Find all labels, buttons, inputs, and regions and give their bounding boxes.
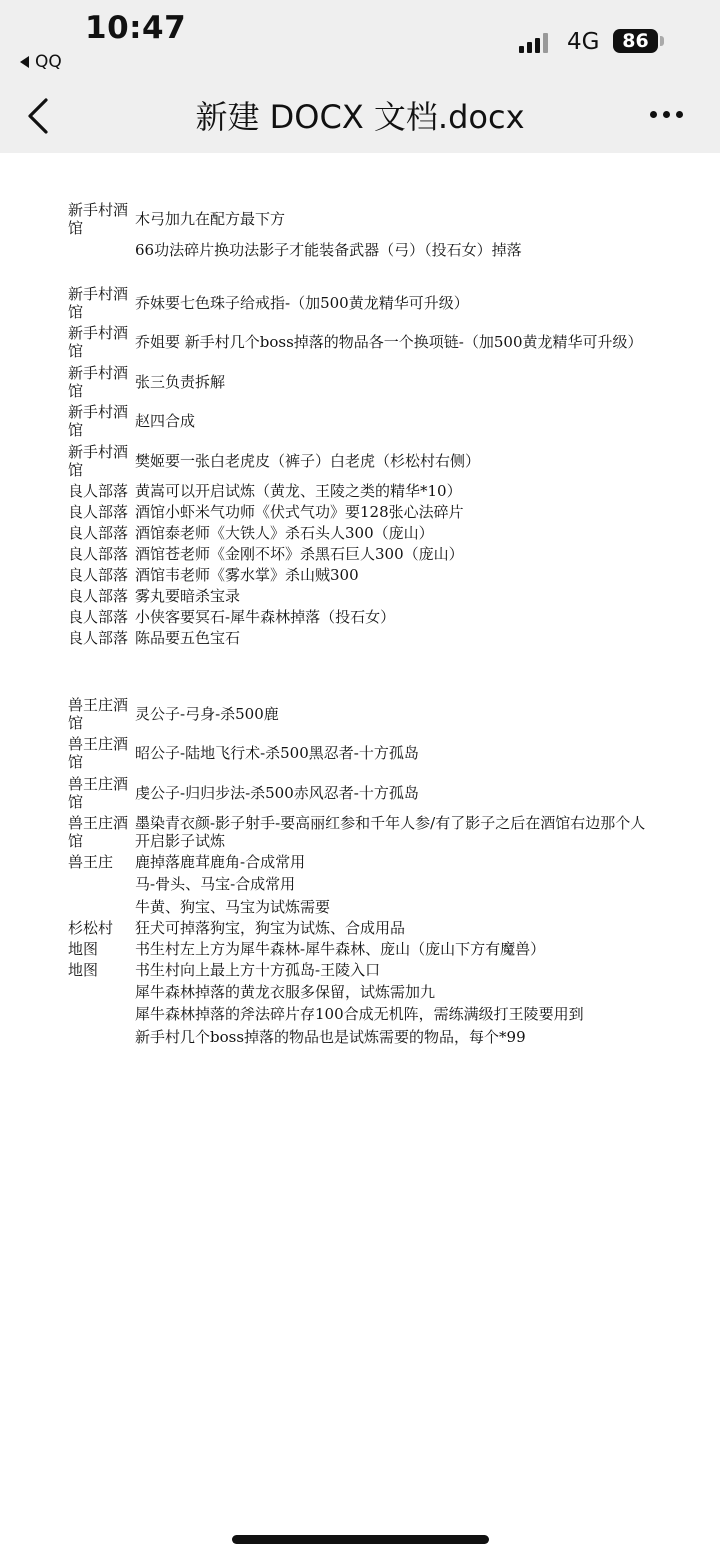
doc-row-text: 陈品要五色宝石	[135, 629, 241, 647]
doc-row-text: 樊姬要一张白老虎皮（裤子）白老虎（杉松村右侧）	[135, 452, 481, 470]
doc-row-text: 犀牛森林掉落的斧法碎片存100合成无机阵，需练满级打王陵要用到	[135, 1005, 584, 1023]
doc-row-label: 良人部落	[68, 482, 129, 500]
doc-row-text: 牛黄、狗宝、马宝为试炼需要	[135, 898, 331, 916]
signal-icon	[519, 33, 548, 53]
status-time: 10:47	[85, 10, 187, 46]
doc-row-label: 良人部落	[68, 545, 129, 563]
doc-row	[68, 324, 643, 360]
doc-row	[68, 566, 359, 584]
doc-row-label: 良人部落	[68, 503, 129, 521]
doc-row	[68, 940, 546, 958]
doc-row-text: 狂犬可掉落狗宝，狗宝为试炼、合成用品	[135, 919, 406, 937]
doc-row-text: 犀牛森林掉落的黄龙衣服多保留，试炼需加九	[135, 983, 436, 1001]
doc-row-text: 新手村几个boss掉落的物品也是试炼需要的物品，每个*99	[135, 1028, 526, 1046]
doc-row-text: 酒馆泰老师《大铁人》杀石头人300（庞山）	[135, 524, 434, 542]
doc-row-label: 新手村酒馆	[68, 443, 129, 479]
doc-row	[68, 364, 226, 400]
doc-row-text: 墨染青衣颜-影子射手-要高丽红参和千年人参/有了影子之后在酒馆右边那个人开启影子试炼	[135, 814, 646, 850]
doc-row-label: 兽王庄酒馆	[68, 814, 129, 850]
doc-row	[68, 735, 419, 771]
doc-row-label: 地图	[68, 940, 99, 958]
doc-row-text: 酒馆苍老师《金刚不坏》杀黑石巨人300（庞山）	[135, 545, 464, 563]
doc-row-text: 酒馆小虾米气功师《伏式气功》要128张心法碎片	[135, 503, 464, 521]
top-bar	[0, 0, 720, 153]
doc-row	[68, 587, 241, 605]
doc-row-text: 虔公子-归归步法-杀500赤风忍者-十方孤岛	[135, 784, 419, 802]
doc-row	[68, 545, 464, 563]
home-indicator[interactable]	[232, 1535, 489, 1544]
doc-row	[68, 919, 406, 937]
doc-row-text: 黄嵩可以开启试炼（黄龙、王陵之类的精华*10）	[135, 482, 462, 500]
doc-row-label: 良人部落	[68, 608, 129, 626]
doc-row-text: 乔妹要七色珠子给戒指-（加500黄龙精华可升级）	[135, 294, 469, 312]
doc-row-label: 新手村酒馆	[68, 201, 129, 237]
doc-row-text: 书生村向上最上方十方孤岛-王陵入口	[135, 961, 381, 979]
doc-row-text: 赵四合成	[135, 412, 196, 430]
doc-row	[68, 524, 434, 542]
doc-row-text: 66功法碎片换功法影子才能装备武器（弓）（投石女）掉落	[135, 241, 522, 259]
back-to-app[interactable]	[20, 52, 62, 72]
doc-row-label: 新手村酒馆	[68, 285, 129, 321]
back-triangle-icon	[20, 56, 29, 68]
doc-row	[68, 443, 481, 479]
doc-row-text: 木弓加九在配方最下方	[135, 210, 286, 228]
doc-row-label: 新手村酒馆	[68, 324, 129, 360]
doc-row	[68, 503, 464, 521]
network-type: 4G	[567, 29, 600, 55]
doc-row-label: 地图	[68, 961, 99, 979]
doc-row-label: 新手村酒馆	[68, 364, 129, 400]
doc-row	[68, 285, 469, 321]
doc-row-label: 良人部落	[68, 566, 129, 584]
doc-row	[68, 961, 381, 979]
doc-row	[68, 696, 279, 732]
page-title: 新建 DOCX 文档.docx	[195, 98, 525, 136]
doc-row	[68, 482, 462, 500]
doc-row-text: 乔姐要 新手村几个boss掉落的物品各一个换项链-（加500黄龙精华可升级）	[135, 333, 643, 351]
battery-cap	[660, 36, 664, 46]
doc-row-label: 兽王庄酒馆	[68, 775, 129, 811]
doc-row-text: 张三负责拆解	[135, 373, 226, 391]
doc-row-label: 兽王庄酒馆	[68, 735, 129, 771]
doc-row-label: 兽王庄	[68, 853, 114, 871]
doc-row-text: 鹿掉落鹿茸鹿角-合成常用	[135, 853, 306, 871]
battery-icon	[613, 29, 658, 53]
back-app-label: QQ	[35, 52, 62, 72]
doc-row-label: 兽王庄酒馆	[68, 696, 129, 732]
doc-row-text: 马-骨头、马宝-合成常用	[135, 875, 296, 893]
doc-row-text: 小侠客要冥石-犀牛森林掉落（投石女）	[135, 608, 396, 626]
doc-row	[68, 608, 396, 626]
doc-row-text: 昭公子-陆地飞行术-杀500黑忍者-十方孤岛	[135, 744, 419, 762]
doc-row-text: 书生村左上方为犀牛森林-犀牛森林、庞山（庞山下方有魔兽）	[135, 940, 546, 958]
doc-row-text: 雾丸要暗杀宝录	[135, 587, 241, 605]
doc-row	[68, 853, 306, 871]
doc-row-label: 良人部落	[68, 587, 129, 605]
doc-row-label: 良人部落	[68, 524, 129, 542]
doc-row-text: 灵公子-弓身-杀500鹿	[135, 705, 279, 723]
doc-row-label: 良人部落	[68, 629, 129, 647]
doc-row	[68, 201, 286, 237]
battery-level: 86	[622, 30, 649, 52]
doc-row	[68, 629, 241, 647]
doc-row	[68, 775, 419, 811]
doc-row	[68, 814, 646, 850]
doc-row-label: 杉松村	[68, 919, 114, 937]
doc-row-label: 新手村酒馆	[68, 403, 129, 439]
doc-row	[68, 403, 196, 439]
more-options-icon[interactable]	[650, 111, 683, 118]
doc-row-text: 酒馆韦老师《雾水掌》杀山贼300	[135, 566, 359, 584]
